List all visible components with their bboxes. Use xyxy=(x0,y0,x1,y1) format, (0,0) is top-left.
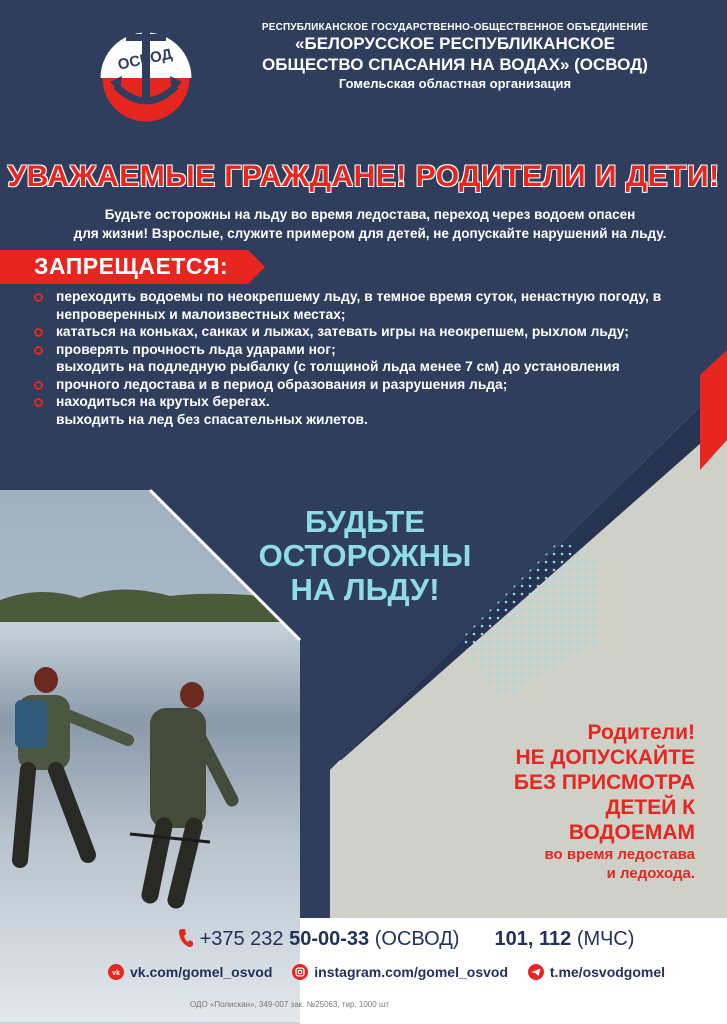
social-links xyxy=(108,964,718,983)
vk-url[interactable]: vk.com/gomel_osvod xyxy=(130,964,273,980)
forbidden-list xyxy=(34,288,698,428)
list-item xyxy=(34,341,698,359)
bullet-icon xyxy=(34,328,43,337)
phone-prefix[interactable]: +375 232 xyxy=(199,928,284,950)
print-imprint: ОДО «Полискан», 349-007 зак. №25063, тир. 1000 шт xyxy=(190,1000,390,1009)
parents-line4: ДЕТЕЙ К xyxy=(605,796,695,819)
vk-icon xyxy=(108,964,124,980)
intro-line2: для жизни! Взрослые, служите примером для детей, не допускайте нарушений на льду. xyxy=(73,226,667,241)
bullet-icon xyxy=(34,293,43,302)
list-item xyxy=(34,393,698,411)
svg-text:vk: vk xyxy=(112,970,120,977)
emergency-label: (МЧС) xyxy=(576,928,635,950)
rule-text: переходить водоемы по неокрепшему льду, в темное время суток, ненастную погоду, в непроверенных и малоизвестных местах; xyxy=(56,289,662,322)
phone-contacts xyxy=(178,928,718,951)
list-item xyxy=(34,323,698,341)
list-item xyxy=(34,411,698,429)
telegram-icon xyxy=(528,964,544,980)
list-item xyxy=(34,358,698,376)
intro-line1: Будьте осторожны на льду во время ледостава, переход через водоем опасен xyxy=(104,207,636,222)
telegram-url[interactable]: t.me/osvodgomel xyxy=(549,964,666,980)
bullet-icon xyxy=(34,398,43,407)
parents-line5: ВОДОЕМАМ xyxy=(568,821,695,844)
list-item xyxy=(34,376,698,394)
rule-text: выходить на лед без спасательных жилетов. xyxy=(56,411,368,427)
phone-number[interactable]: 50-00-33 xyxy=(289,928,370,950)
rule-text: кататься на коньках, санках и лыжах, затевать игры на неокрепшем, рыхлом льду; xyxy=(56,324,629,339)
parents-line1: Родители! xyxy=(587,721,695,744)
warning-line2: ОСТОРОЖНЫ xyxy=(258,538,472,573)
instagram-icon xyxy=(292,964,308,980)
warning-slogan xyxy=(240,505,490,607)
osvod-logo xyxy=(96,12,196,128)
parents-line7: и ледохода. xyxy=(606,865,695,882)
forbidden-title: ЗАПРЕЩАЕТСЯ: xyxy=(34,253,229,279)
anchor-ring xyxy=(139,17,153,31)
bullet-icon xyxy=(34,346,43,355)
org-line2: «БЕЛОРУССКОЕ РЕСПУБЛИКАНСКОЕ xyxy=(295,34,615,53)
rule-text: находиться на крутых берегах. xyxy=(56,394,270,409)
parents-line3: БЕЗ ПРИСМОТРА xyxy=(513,771,695,794)
instagram-link[interactable] xyxy=(292,964,508,980)
rule-text: выходить на подледную рыбалку (с толщиной льда менее 7 см) до установления xyxy=(56,359,620,374)
intro-text xyxy=(60,205,680,243)
org-line4: Гомельская областная организация xyxy=(338,76,572,91)
parents-notice xyxy=(470,720,695,883)
org-line1: РЕСПУБЛИКАНСКОЕ ГОСУДАРСТВЕННО-ОБЩЕСТВЕННОЕ ОБЪЕДИНЕНИЕ xyxy=(261,22,649,33)
parents-line2: НЕ ДОПУСКАЙТЕ xyxy=(515,746,695,769)
instagram-url[interactable]: instagram.com/gomel_osvod xyxy=(314,964,508,980)
telegram-link[interactable] xyxy=(528,964,665,980)
warning-line1: БУДЬТЕ xyxy=(304,504,426,539)
organization-header xyxy=(215,22,695,91)
phone-icon xyxy=(178,928,194,948)
main-headline: УВАЖАЕМЫЕ ГРАЖДАНЕ! РОДИТЕЛИ И ДЕТИ! xyxy=(7,160,720,193)
bullet-icon xyxy=(34,381,43,390)
rule-text: прочного ледостава и в период образования и разрушения льда; xyxy=(56,376,508,392)
rule-text: проверять прочность льда ударами ног; xyxy=(56,341,336,357)
warning-line3: НА ЛЬДУ! xyxy=(290,572,440,607)
vk-link[interactable] xyxy=(108,964,272,980)
org-line3: ОБЩЕСТВО СПАСАНИЯ НА ВОДАХ» (ОСВОД) xyxy=(262,55,648,74)
list-item xyxy=(34,288,698,323)
emergency-numbers[interactable]: 101, 112 xyxy=(494,928,572,950)
logo-text: ОСВОД xyxy=(116,45,174,74)
phone-label: (ОСВОД) xyxy=(374,928,460,950)
parents-line6: во время ледостава xyxy=(544,846,695,863)
